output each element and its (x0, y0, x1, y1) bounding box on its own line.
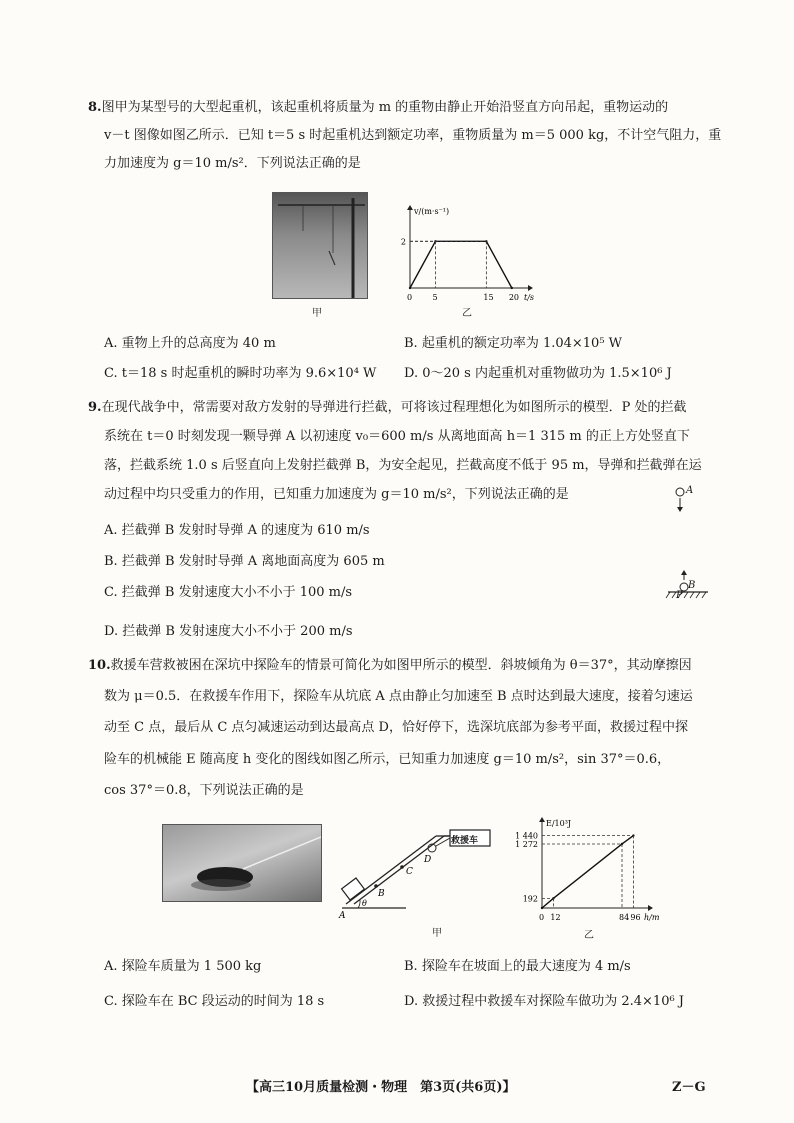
q8-line2: v－t 图像如图乙所示．已知 t＝5 s 时起重机达到额定功率，重物质量为 m＝5 000 kg，不计空气阻力，重 (104, 128, 722, 143)
car-photo (162, 824, 322, 902)
x-axis-arrow (528, 285, 533, 291)
point-p-label: P (676, 590, 683, 601)
missile-a-icon (676, 488, 684, 496)
x-tick-label: 96 (630, 913, 641, 922)
series-line (542, 836, 633, 908)
q8-fig-label-a: 甲 (312, 308, 322, 319)
q10-line1: 10.救援车营救被困在深坑中探险车的情景可简化为如图甲所示的模型．斜坡倾角为 θ＝37°，其动摩擦因 (88, 658, 692, 673)
footer-right: Z－G (672, 1080, 706, 1095)
q8-option-b: B. 起重机的额定功率为 1.04×10⁵ W (404, 336, 623, 351)
x-tick-label: 15 (483, 293, 494, 302)
q8-option-d: D. 0～20 s 内起重机对重物做功为 1.5×10⁶ J (404, 366, 672, 381)
q8-line1: 8.图甲为某型号的大型起重机，该起重机将质量为 m 的重物由静止开始沿竖直方向吊起，重物运动的 (88, 100, 669, 115)
q10-line3: 动至 C 点，最后从 C 点匀减速运动到达最高点 D，恰好停下，选深坑底部为参考平面，救援过程中探 (104, 720, 688, 735)
q8-fig-label-b: 乙 (462, 308, 472, 319)
q10-option-c: C. 探险车在 BC 段运动的时间为 18 s (104, 994, 325, 1009)
y-tick-label: 1 272 (515, 839, 538, 849)
missile-a-label: A (686, 485, 694, 496)
x-tick-label: 12 (550, 913, 561, 922)
q10-option-a: A. 探险车质量为 1 500 kg (104, 959, 262, 974)
x-tick-label: 0 (539, 913, 545, 922)
vt-chart (382, 192, 542, 312)
q10-line5: cos 37°＝0.8，下列说法正确的是 (104, 783, 304, 798)
q9-number: 9. (88, 400, 102, 415)
q9-line2: 系统在 t＝0 时刻发现一颗导弹 A 以初速度 v₀＝600 m/s 从离地面高 h＝1 315 m 的正上方处竖直下 (104, 429, 690, 444)
x-axis-label: t/s (524, 293, 535, 302)
svg-text:C: C (406, 867, 413, 877)
q9-option-b: B. 拦截弹 B 发射时导弹 A 离地面高度为 605 m (104, 554, 385, 569)
y-axis-label: E/10³J (546, 819, 572, 828)
x-axis-label: h/m (644, 913, 660, 922)
q10-fig-label-a: 甲 (432, 928, 442, 939)
q8-line3: 力加速度为 g＝10 m/s²．下列说法正确的是 (104, 156, 361, 171)
q8-number: 8. (88, 100, 102, 115)
q10-line2: 数为 μ＝0.5．在救援车作用下，探险车从坑底 A 点由静止匀加速至 B 点时达到最大速度，接着匀速运 (104, 689, 693, 704)
y-axis-label: v/(m·s⁻¹) (414, 207, 450, 216)
q9-line1: 9.在现代战争中，常需要对敌方发射的导弹进行拦截，可将该过程理想化为如图所示的模型．P 处的拦截 (88, 400, 687, 415)
svg-text:θ: θ (362, 899, 367, 908)
q9-option-d: D. 拦截弹 B 发射速度大小不小于 200 m/s (104, 624, 353, 639)
data-point (409, 287, 411, 289)
svg-text:A: A (339, 911, 346, 920)
x-tick-label: 0 (407, 293, 413, 302)
q10-line4: 险车的机械能 E 随高度 h 变化的图线如图乙所示，已知重力加速度 g＝10 m/s²，sin 37°＝0.6， (104, 752, 671, 767)
y-tick-label: 1 440 (515, 831, 538, 841)
q9-line3: 落，拦截系统 1.0 s 后竖直向上发射拦截弹 B，为安全起见，拦截高度不低于 95 m，导弹和拦截弹在运 (104, 458, 702, 473)
q10-option-b: B. 探险车在坡面上的最大速度为 4 m/s (404, 959, 631, 974)
eh-chart (490, 812, 670, 932)
svg-text:B: B (378, 889, 385, 899)
y-axis-arrow (539, 817, 545, 822)
footer-center: 【高三10月质量检测・物理 第3页(共6页)】 (246, 1080, 516, 1095)
q10-fig-label-b: 乙 (584, 930, 594, 941)
q9-option-c: C. 拦截弹 B 发射速度大小不小于 100 m/s (104, 585, 353, 600)
series-line (410, 241, 512, 288)
x-axis-arrow (648, 905, 653, 911)
crane-photo (272, 192, 368, 299)
x-tick-label: 84 (619, 913, 630, 922)
data-point (541, 907, 543, 909)
svg-text:D: D (424, 855, 432, 865)
car-icon (163, 825, 321, 901)
q10-number: 10. (88, 658, 111, 673)
crane-icon (273, 193, 367, 298)
x-tick-label: 20 (508, 293, 520, 302)
y-tick-label: 2 (400, 237, 406, 247)
rescue-car-label: 救援车 (451, 836, 479, 846)
x-tick-label: 5 (432, 293, 438, 302)
q8-option-a: A. 重物上升的总高度为 40 m (104, 336, 276, 351)
q9-option-a: A. 拦截弹 B 发射时导弹 A 的速度为 610 m/s (104, 523, 370, 538)
y-tick-label: 192 (522, 894, 538, 904)
data-point (511, 287, 513, 289)
q10-option-d: D. 救援过程中救援车对探险车做功为 2.4×10⁶ J (404, 994, 685, 1009)
intercept-diagram (660, 480, 710, 610)
q9-line4: 动过程中均只受重力的作用，已知重力加速度为 g＝10 m/s²，下列说法正确的是 (104, 487, 569, 502)
missile-b-label: B (688, 580, 696, 591)
y-axis-arrow (407, 205, 413, 210)
q8-option-c: C. t＝18 s 时起重机的瞬时功率为 9.6×10⁴ W (104, 366, 377, 381)
